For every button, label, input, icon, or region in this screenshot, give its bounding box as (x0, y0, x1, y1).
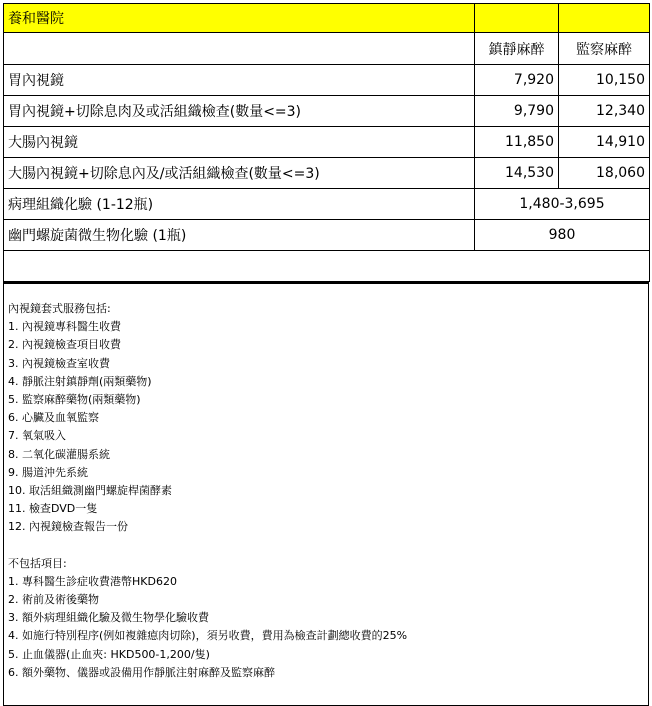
column-header-blank (4, 33, 475, 65)
lab-test-name: 病理組織化驗 (1-12瓶) (4, 189, 475, 220)
list-item: 5. 止血儀器(止血夾: HKD500-1,200/隻) (8, 647, 210, 661)
list-item: 1. 專科醫生診症收費港幣HKD620 (8, 574, 177, 588)
col-sedation-header: 鎮靜麻醉 (475, 33, 559, 65)
price-table (3, 3, 650, 282)
blank-cell (4, 251, 650, 282)
lab-test-price: 980 (475, 220, 650, 251)
list-item: 3. 內視鏡檢查室收費 (8, 356, 110, 370)
procedure-name: 胃內視鏡 (4, 65, 475, 96)
list-item: 6. 額外藥物、儀器或設備用作靜脈注射麻醉及監察麻醉 (8, 665, 275, 679)
procedure-name: 大腸內視鏡+切除息內及/或活組織檢查(數量<=3) (4, 158, 475, 189)
lab-test-name: 幽門螺旋菌微生物化驗 (1瓶) (4, 220, 475, 251)
header-blank-cell (475, 4, 559, 33)
list-item: 6. 心臟及血氧監察 (8, 411, 99, 425)
list-item: 2. 術前及術後藥物 (8, 593, 99, 607)
list-item: 9. 腸道沖先系統 (8, 465, 88, 479)
monitored-price: 12,340 (559, 96, 650, 127)
blank-row (4, 251, 650, 282)
price-sheet (3, 3, 649, 695)
sedation-price: 14,530 (475, 158, 559, 189)
column-header-row (4, 33, 650, 65)
monitored-price: 14,910 (559, 127, 650, 158)
includes-list (8, 318, 644, 536)
excludes-list (8, 573, 644, 682)
sedation-price: 9,790 (475, 96, 559, 127)
sedation-price: 7,920 (475, 65, 559, 96)
lab-test-price: 1,480-3,695 (475, 189, 650, 220)
list-item: 8. 二氧化碳灌腸系統 (8, 447, 110, 461)
monitored-price: 10,150 (559, 65, 650, 96)
list-item: 10. 取活組織測幽門螺旋桿菌酵素 (8, 484, 172, 498)
sedation-price: 11,850 (475, 127, 559, 158)
header-blank-cell (559, 4, 650, 33)
list-item: 11. 檢查DVD一隻 (8, 502, 98, 516)
table-row (4, 189, 650, 220)
col-monitored-header: 監察麻醉 (559, 33, 650, 65)
list-item: 5. 監察麻醉藥物(兩類藥物) (8, 393, 141, 407)
list-item: 2. 內視鏡檢查項目收費 (8, 338, 121, 352)
table-row (4, 220, 650, 251)
table-row (4, 127, 650, 158)
list-item: 1. 內視鏡專科醫生收費 (8, 320, 121, 334)
notes-panel (3, 282, 649, 706)
list-item: 12. 內視鏡檢查報告一份 (8, 520, 128, 534)
header-row (4, 4, 650, 33)
monitored-price: 18,060 (559, 158, 650, 189)
hospital-name: 養和醫院 (4, 4, 475, 33)
procedure-name: 胃內視鏡+切除息肉及或活組織檢查(數量<=3) (4, 96, 475, 127)
excludes-title: 不包括項目: (8, 556, 67, 570)
table-row (4, 65, 650, 96)
table-row (4, 158, 650, 189)
procedure-name: 大腸內視鏡 (4, 127, 475, 158)
list-item: 7. 氧氣吸入 (8, 429, 66, 443)
spacer (8, 537, 644, 555)
list-item: 4. 如施行特別程序(例如複雜瘜肉切除)，須另收費，費用為檢查計劃總收費的25% (8, 629, 408, 643)
includes-title: 內視鏡套式服務包括: (8, 302, 111, 315)
list-item: 3. 額外病理組織化驗及微生物學化驗收費 (8, 611, 209, 625)
list-item: 4. 靜脈注射鎮靜劑(兩類藥物) (8, 374, 152, 388)
table-row (4, 96, 650, 127)
